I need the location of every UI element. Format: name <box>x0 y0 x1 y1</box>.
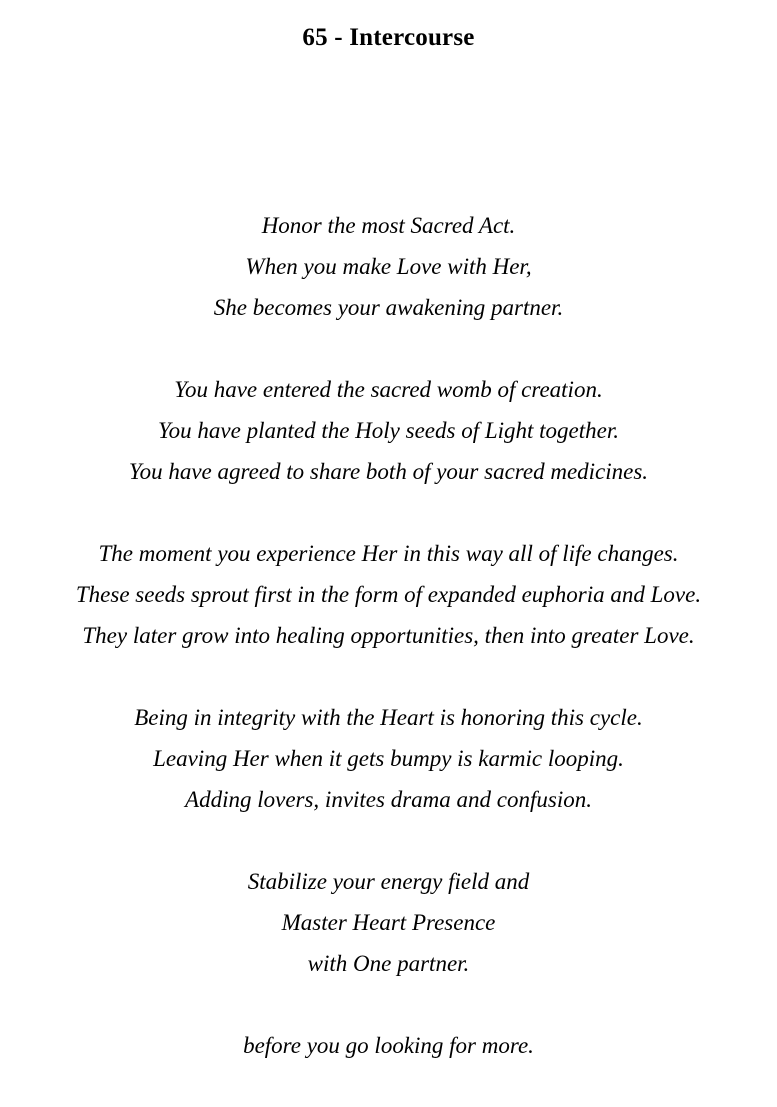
stanza-6 <box>0 1025 777 1066</box>
poem-line: Adding lovers, invites drama and confusion. <box>185 787 592 812</box>
poem-line: Stabilize your energy field and <box>247 869 530 894</box>
poem-line: Honor the most Sacred Act. <box>261 213 516 238</box>
poem-line: They later grow into healing opportunities, then into greater Love. <box>82 623 695 648</box>
poem-line: She becomes your awakening partner. <box>213 295 564 320</box>
page-title: 65 - Intercourse <box>302 24 475 51</box>
poem-line: The moment you experience Her in this way all of life changes. <box>98 541 679 566</box>
poem-line: Leaving Her when it gets bumpy is karmic looping. <box>153 746 624 771</box>
stanza-2 <box>0 369 777 492</box>
poem-line: with One partner. <box>307 951 470 976</box>
stanza-5 <box>0 861 777 984</box>
poem-line: These seeds sprout first in the form of expanded euphoria and Love. <box>75 582 702 607</box>
stanza-4 <box>0 697 777 820</box>
poem-line: When you make Love with Her, <box>245 254 532 279</box>
poem-line: You have entered the sacred womb of creation. <box>174 377 603 402</box>
poem-line: before you go looking for more. <box>243 1033 534 1058</box>
poem-body <box>0 205 777 1107</box>
stanza-1 <box>0 205 777 328</box>
stanza-3 <box>0 533 777 656</box>
poem-line: You have agreed to share both of your sacred medicines. <box>128 459 649 484</box>
poem-line: Master Heart Presence <box>281 910 496 935</box>
poem-line: You have planted the Holy seeds of Light together. <box>157 418 620 443</box>
poem-line: Being in integrity with the Heart is honoring this cycle. <box>134 705 643 730</box>
